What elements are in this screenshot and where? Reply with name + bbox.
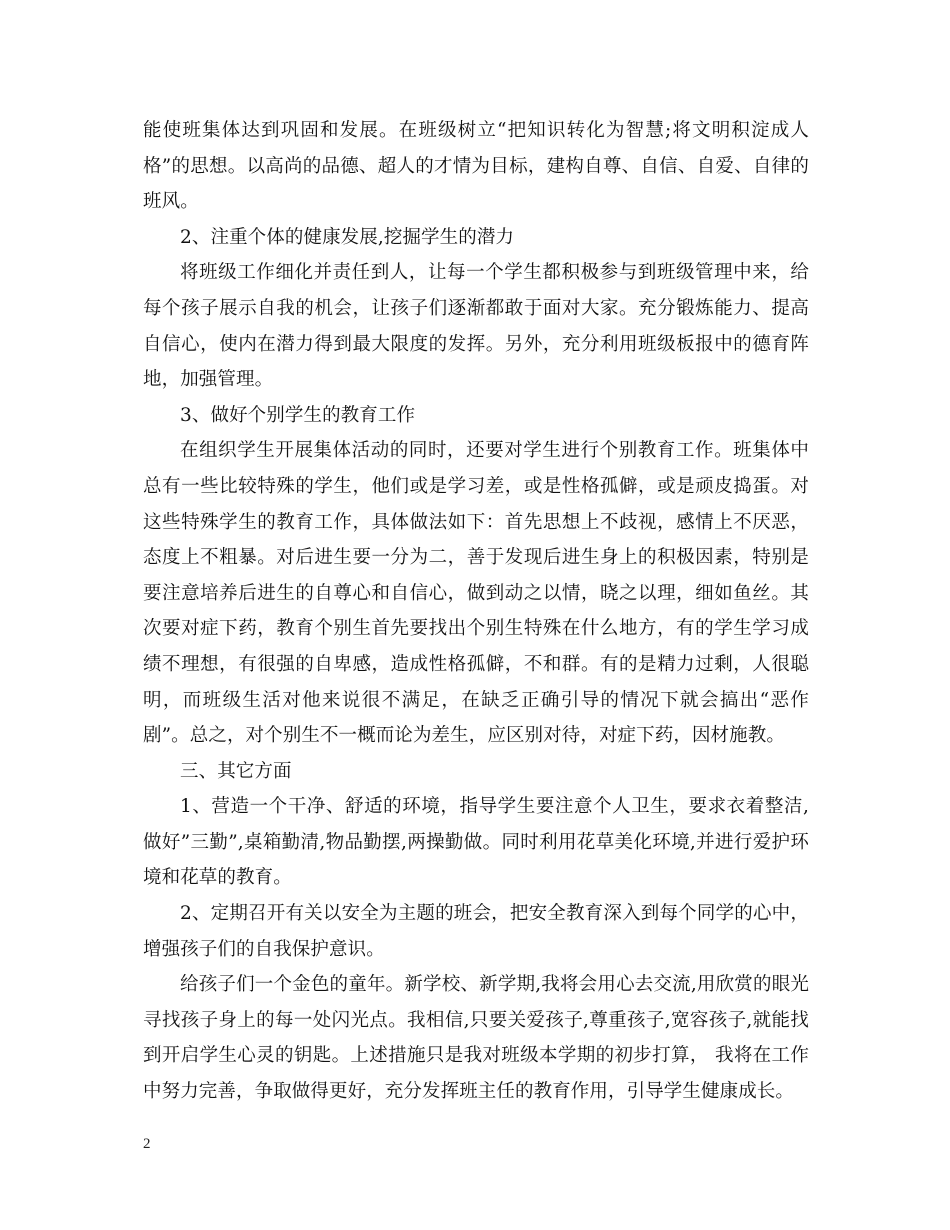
paragraph-safety-meeting: 2、定期召开有关以安全为主题的班会，把安全教育深入到每个同学的心中，增强孩子们的自我保护意识。 [143, 903, 809, 960]
paragraph-closing: 给孩子们一个金色的童年。新学校、新学期,我将会用心去交流,用欣赏的眼光寻找孩子身上的每一处闪光点。我相信,只要关爱孩子,尊重孩子,宽容孩子,就能找到开启学生心灵的钥匙。上述措施只是我对班级本学期的初步打算， 我将在工作中努力完善，争取做得更好，充分发挥班主任的教育作用，引导学生健康成长。 [143, 974, 809, 1103]
heading-other-aspects: 三、其它方面 [180, 760, 292, 782]
page-number: 2 [143, 1136, 151, 1152]
heading-individual-development: 2、注重个体的健康发展,挖掘学生的潜力 [180, 226, 515, 248]
document-page [143, 113, 809, 1110]
paragraph-responsibility: 将班级工作细化并责任到人，让每一个学生都积极参与到班级管理中来，给每个孩子展示自我的机会，让孩子们逐渐都敢于面对大家。充分锻炼能力、提高自信心，使内在潜力得到最大限度的发挥。另外，充分利用班级板报中的德育阵地，加强管理。 [143, 262, 809, 391]
paragraph-class-goals: 能使班集体达到巩固和发展。在班级树立“把知识转化为智慧;将文明积淀成人格”的思想。以高尚的品德、超人的才情为目标，建构自尊、自信、自爱、自律的班风。 [143, 120, 809, 213]
paragraph-environment: 1、营造一个干净、舒适的环境，指导学生要注意个人卫生，要求衣着整洁,做好”三勤”,桌箱勤清,物品勤摆,两操勤做。同时利用花草美化环境,并进行爱护环境和花草的教育。 [143, 796, 809, 889]
heading-individual-education: 3、做好个别学生的教育工作 [180, 404, 416, 426]
paragraph-special-students: 在组织学生开展集体活动的同时，还要对学生进行个别教育工作。班集体中总有一些比较特殊的学生，他们或是学习差，或是性格孤僻，或是顽皮捣蛋。对这些特殊学生的教育工作，具体做法如下：首先思想上不歧视，感情上不厌恶，态度上不粗暴。对后进生要一分为二，善于发现后进生身上的积极因素，特别是要注意培养后进生的自尊心和自信心，做到动之以情，晓之以理，细如鱼丝。其次要对症下药，教育个别生首先要找出个别生特殊在什么地方，有的学生学习成绩不理想，有很强的自卑感，造成性格孤僻，不和群。有的是精力过剩，人很聪明，而班级生活对他来说很不满足，在缺乏正确引导的情况下就会搞出“恶作剧”。总之，对个别生不一概而论为差生，应区别对待，对症下药，因材施教。 [143, 440, 809, 747]
